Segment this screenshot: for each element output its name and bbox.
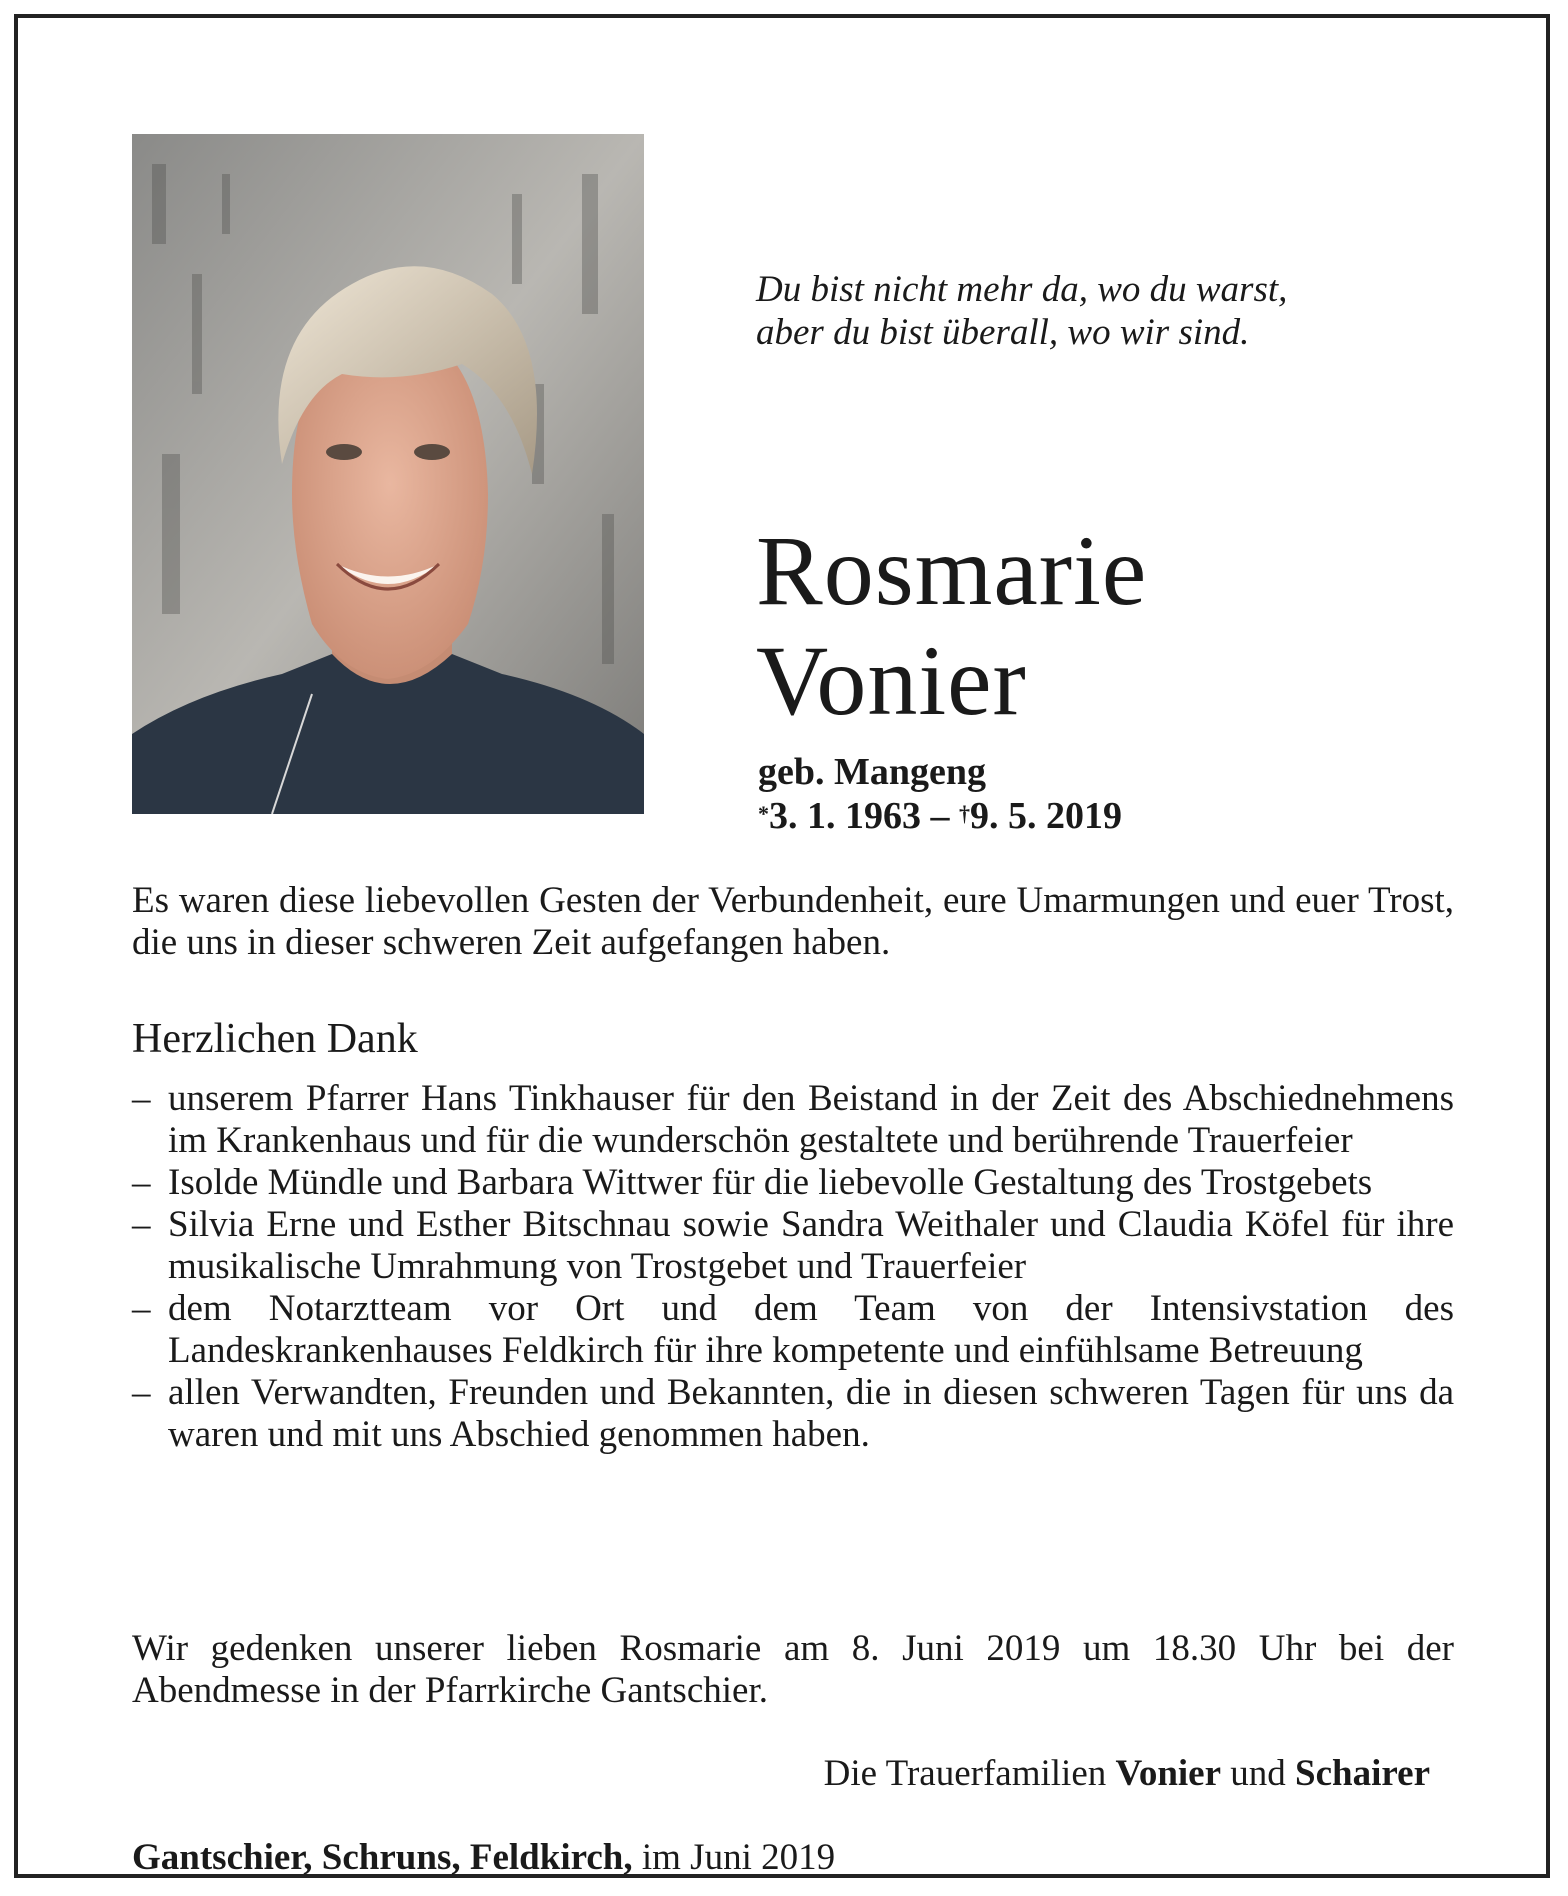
family-name-2: Schairer — [1295, 1753, 1430, 1794]
list-item-text: Silvia Erne und Esther Bitschnau sowie Sandra Weithaler und Claudia Köfel für ihre musikalische Umrahmung von Trostgebet und Trauerfeier — [168, 1204, 1454, 1287]
list-item — [132, 1162, 1454, 1204]
last-name: Vonier — [756, 625, 1027, 736]
list-item-text: dem Notarztteam vor Ort und dem Team von der Intensivstation des Landeskrankenhauses Feldkirch für ihre kompetente und einfühlsame Betreuung — [168, 1288, 1454, 1371]
obituary-notice — [14, 14, 1550, 1878]
portrait-image — [132, 134, 644, 814]
memorial-paragraph: Wir gedenken unserer lieben Rosmarie am 8. Juni 2019 um 18.30 Uhr bei der Abendmesse in der Pfarrkirche Gantschier. — [132, 1628, 1454, 1711]
quote-line-1: Du bist nicht mehr da, wo du warst, — [756, 269, 1288, 310]
birth-star-icon: * — [758, 801, 769, 826]
list-dash: – — [132, 1288, 151, 1329]
list-item — [132, 1204, 1454, 1288]
birth-date: 3. 1. 1963 — [769, 795, 921, 837]
list-item-text: unserem Pfarrer Hans Tinkhauser für den Beistand in der Zeit des Abschiednehmens im Krankenhaus und für die wunderschön gestaltete und berührende Trauerfeier — [168, 1078, 1454, 1161]
list-dash: – — [132, 1078, 151, 1119]
death-cross-icon: † — [959, 801, 970, 826]
list-item — [132, 1288, 1454, 1372]
signature-prefix: Die Trauerfamilien — [823, 1753, 1116, 1794]
date-separator: – — [921, 795, 959, 837]
place-names: Gantschier, Schruns, Feldkirch, — [132, 1837, 633, 1878]
death-date: 9. 5. 2019 — [970, 795, 1122, 837]
list-item-text: allen Verwandten, Freunden und Bekannten, die in diesen schweren Tagen für uns da waren und mit uns Abschied genommen haben. — [168, 1372, 1454, 1455]
list-dash: – — [132, 1162, 151, 1203]
thanks-heading: Herzlichen Dank — [132, 1016, 418, 1062]
list-item-text: Isolde Mündle und Barbara Wittwer für die liebevolle Gestaltung des Trostgebets — [168, 1162, 1373, 1203]
portrait-photo — [132, 134, 644, 814]
list-dash: – — [132, 1372, 151, 1413]
birth-name: geb. Mangeng — [758, 751, 986, 793]
place-date-line — [132, 1836, 835, 1880]
thanks-list — [132, 1078, 1454, 1456]
memorial-quote — [756, 268, 1496, 354]
notice-date: im Juni 2019 — [632, 1837, 836, 1878]
quote-line-2: aber du bist überall, wo wir sind. — [756, 312, 1250, 353]
first-name: Rosmarie — [756, 515, 1148, 626]
deceased-name — [756, 516, 1516, 736]
life-dates — [758, 794, 1122, 838]
list-item — [132, 1372, 1454, 1456]
intro-paragraph: Es waren diese liebevollen Gesten der Verbundenheit, eure Umarmungen und euer Trost, die uns in dieser schweren Zeit aufgefangen haben. — [132, 880, 1454, 963]
list-item — [132, 1078, 1454, 1162]
signature — [824, 1752, 1430, 1796]
family-name-1: Vonier — [1115, 1753, 1222, 1794]
signature-joiner: und — [1221, 1753, 1296, 1794]
list-dash: – — [132, 1204, 151, 1245]
